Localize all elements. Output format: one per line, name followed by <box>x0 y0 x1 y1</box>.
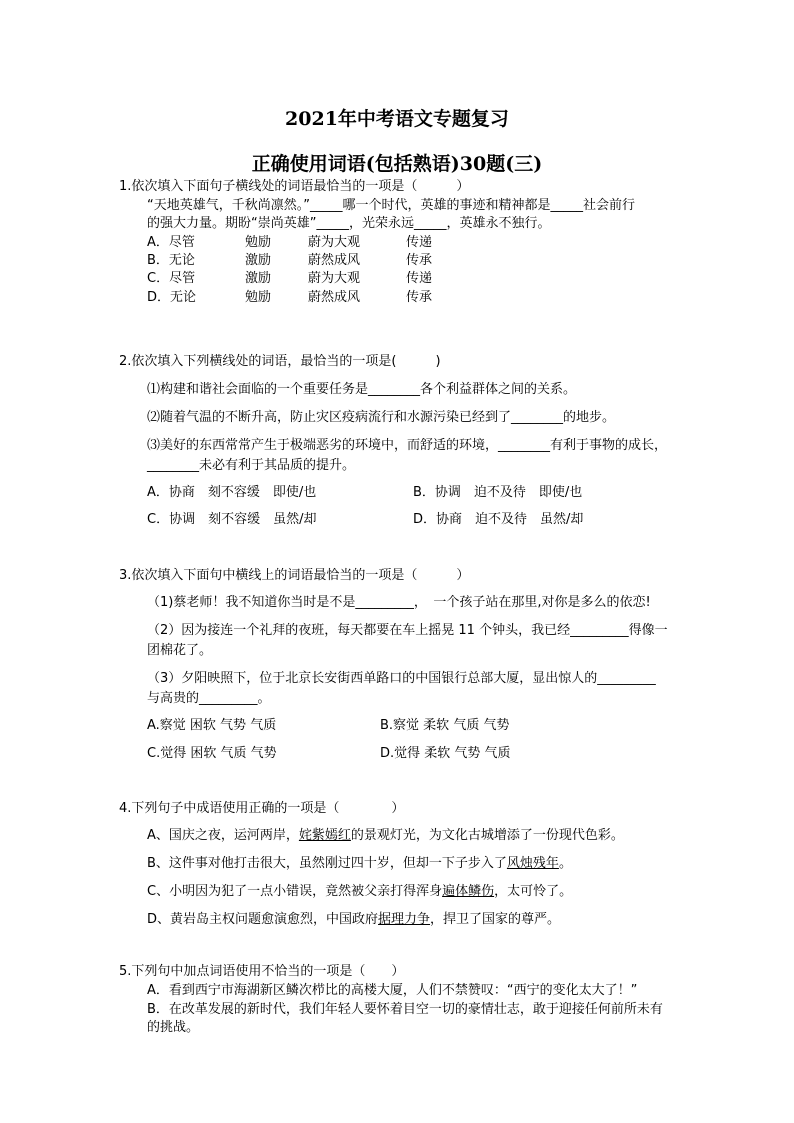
q4-b-idiom: 风烛残年 <box>506 856 559 871</box>
q4-d-text-after: ，捍卫了国家的尊严。 <box>430 912 561 927</box>
q1-d-word1: D．无论 <box>147 290 197 305</box>
q4-b-text-before: B、这件事对他打击很大，虽然刚过四十岁，但却一下子步入了 <box>147 856 507 871</box>
q1-a-word2: 勉励 <box>245 235 272 250</box>
q3-option-d: D.觉得 柔软 气势 气质 <box>380 746 511 761</box>
q1-option-c <box>147 270 432 287</box>
q1-text-line1: “天地英雄气，千秋尚凛然。”_____哪一个时代，英雄的事迹和精神都是_____社会前行 <box>147 198 635 213</box>
q3-sentence3-line2: 与高贵的_________。 <box>147 691 271 706</box>
q1-stem: 1.依次填入下面句子横线处的词语最恰当的一项是（ ） <box>119 179 470 194</box>
q1-c-word2: 激励 <box>245 271 272 286</box>
q1-a-word3: 蔚为大观 <box>308 235 361 250</box>
q1-c-word1: C．尽管 <box>147 271 196 286</box>
q1-option-a <box>147 234 432 251</box>
q4-d-text-before: D、黄岩岛主权问题愈演愈烈，中国政府 <box>147 912 379 927</box>
q3-sentence3-line1: （3）夕阳映照下，位于北京长安街西单路口的中国银行总部大厦，显出惊人的_________ <box>147 671 656 686</box>
q1-b-word3: 蔚然成风 <box>308 253 361 268</box>
q3-option-c: C.觉得 困软 气质 气势 <box>147 746 277 761</box>
q3-option-b: B.察觉 柔软 气质 气势 <box>380 718 510 733</box>
q1-d-word2: 勉励 <box>245 290 272 305</box>
q5-option-a: A．看到西宁市海湖新区鳞次栉比的高楼大厦，人们不禁赞叹：“西宁的变化太大了！” <box>147 983 638 998</box>
q2-option-a: A．协商 刻不容缓 即使/也 <box>147 485 317 500</box>
q1-c-word3: 蔚为大观 <box>308 271 361 286</box>
q4-b-text-after: 。 <box>558 856 572 871</box>
q3-option-a: A.察觉 困软 气势 气质 <box>147 718 277 733</box>
q1-option-b <box>147 252 432 269</box>
q5-option-b-line1: B．在改革发展的新时代，我们年轻人要怀着目空一切的豪情壮志，敢于迎接任何前所未有 <box>147 1002 663 1017</box>
q1-b-word1: B．无论 <box>147 253 195 268</box>
q1-b-word4: 传承 <box>406 253 433 268</box>
q4-a-idiom: 姹紫嫣红 <box>298 828 351 843</box>
q4-d-idiom: 据理力争 <box>378 912 431 927</box>
q1-d-word3: 蔚然成风 <box>308 290 361 305</box>
q2-option-d: D．协商 迫不及待 虽然/却 <box>413 512 584 527</box>
q1-text-line2: 的强大力量。期盼“崇尚英雄”_____，光荣永远_____，英雄永不独行。 <box>147 216 551 231</box>
q1-option-d <box>147 289 432 306</box>
q1-a-word1: A．尽管 <box>147 235 195 250</box>
q4-option-a <box>147 827 624 844</box>
document-title: 2021年中考语文专题复习 <box>285 108 509 130</box>
q3-sentence1: （1)蔡老师！我不知道你当时是不是_________， 一个孩子站在那里,对你是多么的依恋! <box>147 595 651 610</box>
q4-a-text-after: 的景观灯光，为文化古城增添了一份现代色彩。 <box>350 828 624 843</box>
q1-a-word4: 传递 <box>406 235 433 250</box>
q4-stem: 4.下列句子中成语使用正确的一项是（ ） <box>119 801 405 816</box>
q5-option-b-line2: 的挑战。 <box>147 1020 200 1035</box>
q1-c-word4: 传递 <box>406 271 433 286</box>
q2-stem: 2.依次填入下列横线处的词语，最恰当的一项是( ) <box>119 354 441 369</box>
document-subtitle: 正确使用词语(包括熟语)30题(三) <box>251 153 543 175</box>
q2-option-b: B．协调 迫不及待 即使/也 <box>413 485 583 500</box>
q4-option-c <box>147 883 572 900</box>
q4-a-text-before: A、国庆之夜，运河两岸， <box>147 828 299 843</box>
q2-sentence2: ⑵随着气温的不断升高，防止灾区疫病流行和水源污染已经到了________的地步。 <box>147 410 616 425</box>
q3-sentence2-line1: （2）因为接连一个礼拜的夜班，每天都要在车上摇晃 11 个钟头，我已经_________得像一 <box>147 623 668 638</box>
q3-stem: 3.依次填入下面句中横线上的词语最恰当的一项是（ ） <box>119 568 470 583</box>
q5-stem: 5.下列句中加点词语使用不恰当的一项是（ ） <box>119 964 405 979</box>
q4-option-b <box>147 855 572 872</box>
q4-c-text-after: ，太可怜了。 <box>494 884 573 899</box>
q2-sentence3-line1: ⑶美好的东西常常产生于极端恶劣的环境中，而舒适的环境，________有利于事物的成长， <box>147 438 668 453</box>
q2-option-c: C．协调 刻不容缓 虽然/却 <box>147 512 317 527</box>
q3-sentence2-line2: 团棉花了。 <box>147 643 213 658</box>
q2-sentence1: ⑴构建和谐社会面临的一个重要任务是________各个利益群体之间的关系。 <box>147 382 577 397</box>
q4-option-d <box>147 911 560 928</box>
q1-d-word4: 传承 <box>406 290 433 305</box>
q4-c-idiom: 遍体鳞伤 <box>442 884 495 899</box>
q1-b-word2: 激励 <box>245 253 272 268</box>
q4-c-text-before: C、小明因为犯了一点小错误，竟然被父亲打得浑身 <box>147 884 443 899</box>
q2-sentence3-line2: ________未必有利于其品质的提升。 <box>147 458 356 473</box>
